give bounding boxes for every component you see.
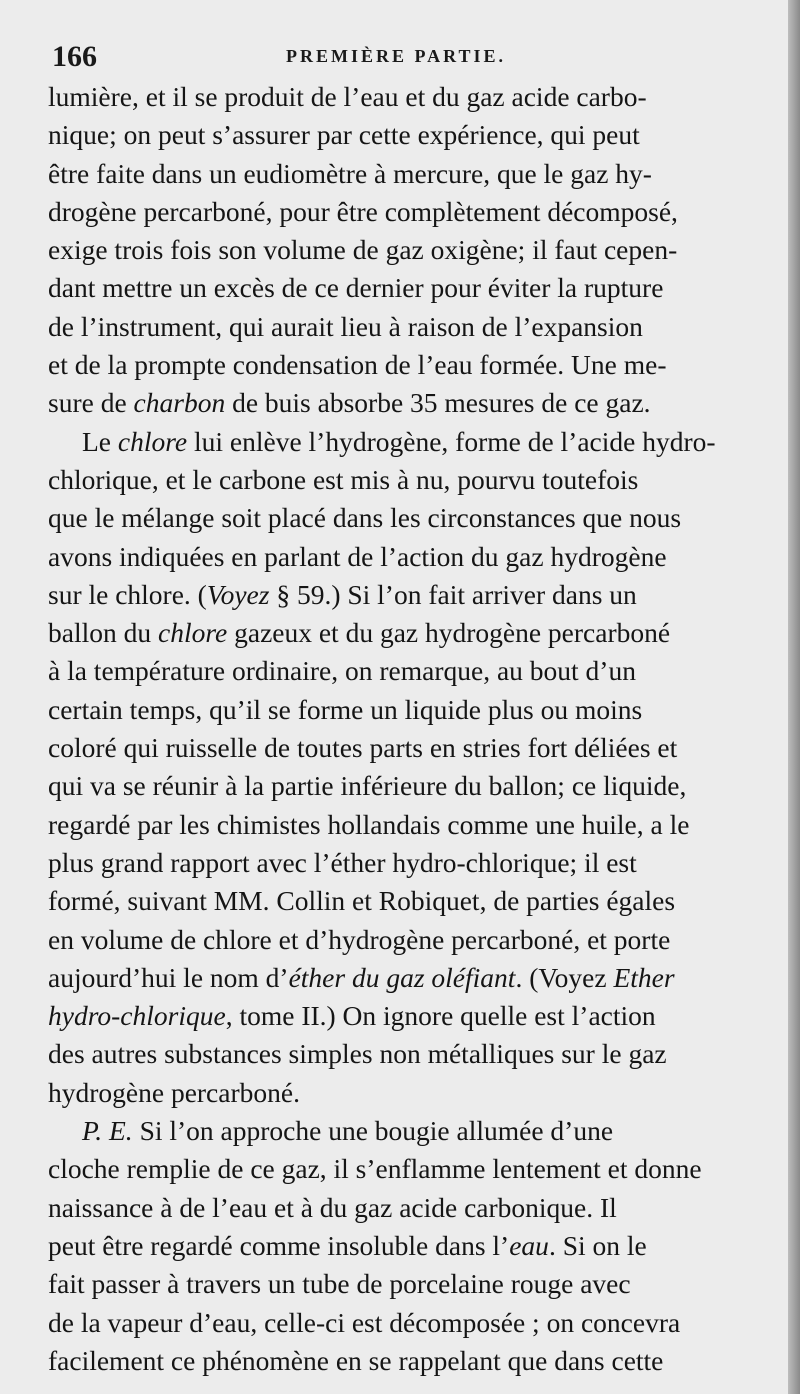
text-line — [48, 1304, 764, 1342]
body-text — [48, 78, 764, 1380]
text-run: sure de — [48, 387, 134, 419]
text-run: dant mettre un excès de ce dernier pour éviter la rupture — [48, 272, 664, 304]
page-number: 166 — [52, 40, 97, 73]
text-run: Si l’on approche une bougie allumée d’une — [132, 1115, 614, 1147]
text-run: drogène percarboné, pour être complètement décomposé, — [48, 195, 678, 227]
text-run: qui va se réunir à la partie inférieure du ballon; ce liquide, — [48, 770, 687, 802]
text-run: plus grand rapport avec l’éther hydro-chlorique; il est — [48, 846, 637, 878]
text-run: formé, suivant MM. Collin et Robiquet, de parties égales — [48, 885, 676, 917]
text-run: . (Voyez — [515, 961, 614, 993]
text-run: cloche remplie de ce gaz, il s’enflamme lentement et donne — [48, 1153, 702, 1185]
text-run: naissance à de l’eau et à du gaz acide carbonique. Il — [48, 1191, 617, 1223]
text-line — [48, 308, 764, 346]
text-run: peut être regardé comme insoluble dans l’ — [48, 1229, 510, 1261]
text-run: à la température ordinaire, on remarque, au bout d’un — [48, 655, 636, 687]
text-line — [48, 652, 764, 690]
text-run: § 59.) Si l’on fait arriver dans un — [269, 578, 637, 610]
text-line — [48, 997, 764, 1035]
text-run: facilement ce phénomène en se rappelant que dans cette — [48, 1344, 664, 1376]
text-run: ballon du — [48, 617, 158, 649]
text-line — [48, 1112, 764, 1150]
text-line — [48, 461, 764, 499]
text-line — [48, 691, 764, 729]
text-line — [48, 767, 764, 805]
text-line — [48, 384, 764, 422]
text-line — [48, 729, 764, 767]
italic-text: charbon — [133, 387, 226, 419]
text-run: exige trois fois son volume de gaz oxigène; il faut cepen- — [48, 234, 678, 266]
text-line — [48, 1189, 764, 1227]
text-line — [48, 1074, 764, 1112]
text-line — [48, 231, 764, 269]
text-line — [48, 1227, 764, 1265]
text-run: coloré qui ruisselle de toutes parts en stries fort déliées et — [48, 732, 678, 764]
text-line — [48, 538, 764, 576]
text-run: lui enlève l’hydrogène, forme de l’acide hydro- — [187, 425, 716, 457]
italic-text: Ether — [613, 961, 675, 993]
text-line — [48, 269, 764, 307]
text-line — [48, 844, 764, 882]
text-run: hydrogène percarboné. — [48, 1076, 300, 1108]
text-run: de la vapeur d’eau, celle-ci est décomposée ; on concevra — [48, 1306, 681, 1338]
text-line — [48, 423, 764, 461]
text-run: fait passer à travers un tube de porcelaine rouge avec — [48, 1268, 631, 1300]
text-line — [48, 921, 764, 959]
text-line — [48, 193, 764, 231]
text-run: que le mélange soit placé dans les circonstances que nous — [48, 502, 682, 534]
italic-text: éther du gaz oléfiant — [288, 961, 516, 993]
page-gutter-shadow — [788, 0, 800, 1394]
italic-text: eau — [509, 1229, 549, 1261]
text-run: certain temps, qu’il se forme un liquide plus ou moins — [48, 693, 643, 725]
text-line — [48, 959, 764, 997]
text-run: aujourd’hui le nom d’ — [48, 961, 289, 993]
text-line — [48, 882, 764, 920]
italic-text: P. E. — [82, 1115, 133, 1147]
text-run: regardé par les chimistes hollandais comme une huile, a le — [48, 808, 690, 840]
text-line — [48, 499, 764, 537]
text-line — [48, 1265, 764, 1303]
text-run: gazeux et du gaz hydrogène percarboné — [227, 617, 671, 649]
italic-text: chlore — [158, 617, 228, 649]
page-header — [48, 38, 768, 82]
text-run: avons indiquées en parlant de l’action du gaz hydrogène — [48, 540, 667, 572]
text-run: , tome II.) On ignore quelle est l’action — [225, 1000, 656, 1032]
text-run: lumière, et il se produit de l’eau et du gaz acide carbo- — [48, 81, 647, 112]
text-run: des autres substances simples non métalliques sur le gaz — [48, 1038, 667, 1070]
text-run: Le — [82, 425, 118, 457]
text-line — [48, 576, 764, 614]
text-line — [48, 346, 764, 384]
text-line — [48, 1035, 764, 1073]
text-line — [48, 806, 764, 844]
text-run: chlorique, et le carbone est mis à nu, pourvu toutefois — [48, 463, 639, 495]
italic-text: Voyez — [206, 578, 270, 610]
text-line — [48, 155, 764, 193]
text-run: être faite dans un eudiomètre à mercure, que le gaz hy- — [48, 157, 652, 189]
italic-text: chlore — [117, 425, 188, 457]
text-run: nique; on peut s’assurer par cette expérience, qui peut — [48, 119, 640, 151]
text-run: de l’instrument, qui aurait lieu à raison de l’expansion — [48, 310, 643, 342]
italic-text: hydro-chlorique — [48, 1000, 226, 1032]
running-head: PREMIÈRE PARTIE. — [286, 46, 507, 66]
text-run: en volume de chlore et d’hydrogène percarboné, et porte — [48, 923, 671, 955]
text-line — [48, 614, 764, 652]
text-line — [48, 116, 764, 154]
text-run: et de la prompte condensation de l’eau formée. Une me- — [48, 349, 667, 381]
text-run: sur le chlore. ( — [48, 578, 207, 610]
text-run: . Si on le — [548, 1229, 647, 1261]
text-line — [48, 1150, 764, 1188]
text-run: de buis absorbe 35 mesures de ce gaz. — [225, 387, 651, 419]
text-line — [48, 78, 764, 116]
text-line — [48, 1342, 764, 1380]
